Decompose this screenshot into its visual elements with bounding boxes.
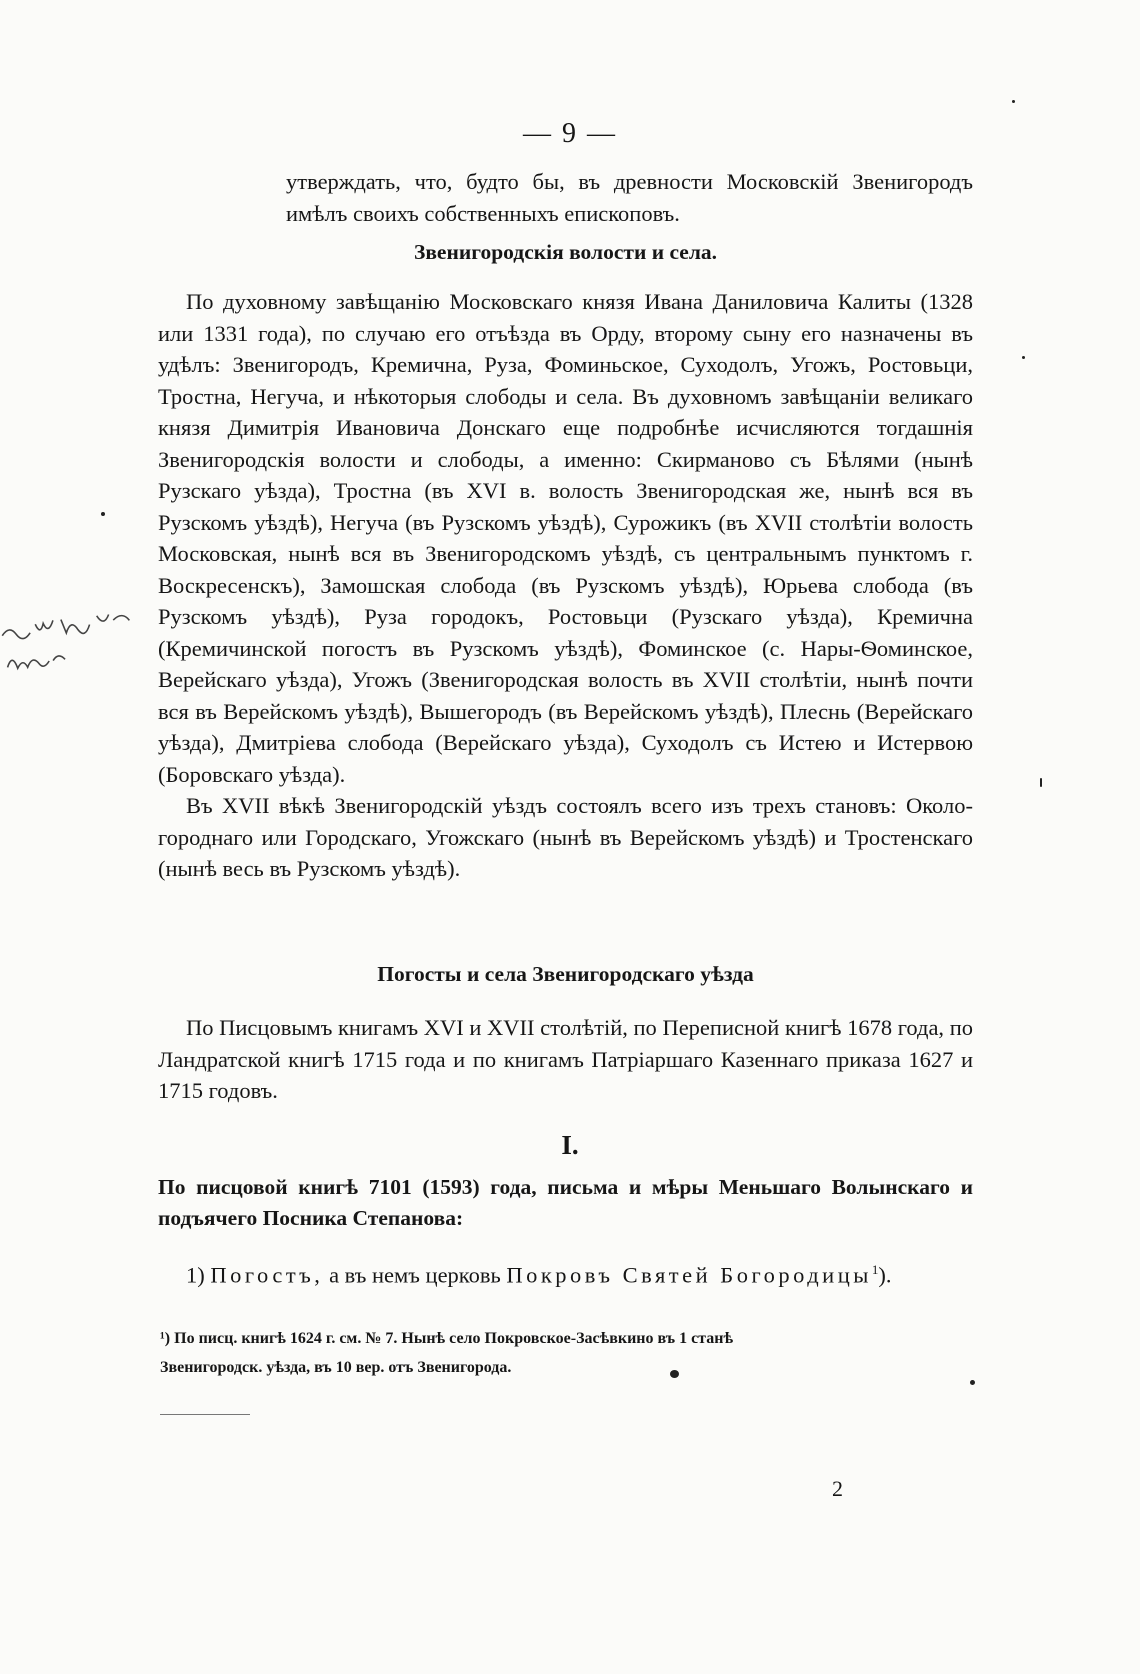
spaced-term-pokrov: Покровъ Святей Богородицы — [506, 1262, 872, 1288]
ink-speck — [970, 1380, 975, 1385]
ink-speck — [101, 512, 105, 516]
list-item-number: 1) — [186, 1262, 211, 1288]
sources-paragraph-block — [158, 1012, 973, 1107]
spaced-term-pogost: Погостъ, — [210, 1262, 324, 1288]
paragraph-testament: По духовному завѣщанiю Московскаго князя Ивана Даниловича Калиты (1328 или 1331 года), по случаю его отъѣзда въ Орду, второму сыну его назначены въ удѣлъ: Звенигородъ, Кремична, Руза, Фоминьское, Суходолъ, Угожъ, Ростовьци, Тростна, Негуча, и нѣкоторыя слободы и села. Въ духовномъ завѣщанiи великаго князя Димитрiя Ивановича Донскаго еще подробнѣе исчисляются тогдашнiя Звенигородскiя волости и слободы, а именно: Скирманово съ Бѣлями (нынѣ Рузскаго уѣзда), Тростна (въ XVI в. волость Звенигородская же, нынѣ вся въ Рузскомъ уѣздѣ), Негуча (въ Рузскомъ уѣздѣ), Сурожикъ (въ XVII столѣтiи волость Московская, нынѣ вся въ Звенигородскомъ уѣздѣ, съ центральнымъ пунктомъ г. Воскресенскъ), Замошская слобода (въ Рузскомъ уѣздѣ), Юрьева слобода (въ Рузскомъ уѣздѣ), Руза городокъ, Ростовьци (Рузскаго уѣзда), Кремична (Кремичинской погостъ въ Рузскомъ уѣздѣ), Фоминское (с. Нары-Ѳоминское, Верейскаго уѣзда), Угожъ (Звенигородская волость въ XVII столѣтiи, нынѣ почти вся въ Верейскомъ уѣздѣ), Вышегородъ (въ Верейскомъ уѣздѣ), Плеснь (Верейскаго уѣзда), Дмитрiева слобода (Верейскаго уѣзда), Суходолъ съ Истею и Истервою (Боровскаго уѣзда). — [158, 289, 973, 787]
handwriting-scribble-icon — [0, 600, 155, 685]
section-heading-3-block — [158, 1172, 973, 1234]
footnote-line-2: Звенигородск. уѣзда, въ 10 вер. отъ Звенигорода. — [160, 1359, 512, 1376]
footnote-divider — [160, 1414, 250, 1415]
section-heading-pistsovaya-kniga: По писцовой книгѣ 7101 (1593) года, письма и мѣры Меньшаго Волынскаго и подъячего Посника Степанова: — [158, 1175, 973, 1230]
section-heading-1-block — [158, 240, 973, 265]
intro-paragraph-block — [158, 166, 973, 229]
section-heading-pogosty: Погосты и села Звенигородскаго уѣзда — [377, 962, 754, 986]
intro-paragraph: утверждать, что, будто бы, въ древности Московскiй Звенигородъ имѣлъ своихъ собственныхъ епископовъ. — [286, 169, 973, 226]
paragraph-sources: По Писцовымъ книгамъ XVI и XVII столѣтiй, по Переписной книгѣ 1678 года, по Ландратской книгѣ 1715 года и по книгамъ Патрiаршаго Казеннаго приказа 1627 и 1715 годовъ. — [158, 1015, 973, 1103]
ink-speck — [1022, 356, 1025, 359]
list-item-text: а въ немъ церковь — [323, 1262, 507, 1288]
footnote-marker: 1 — [871, 1262, 879, 1277]
list-item-pogost — [158, 1254, 973, 1291]
page-number: — 9 — — [523, 118, 617, 149]
list-item-end: ). — [878, 1262, 892, 1288]
footnote-block — [160, 1324, 970, 1382]
paragraph-stany: Въ XVII вѣкѣ Звенигородскiй уѣздъ состоялъ всего изъ трехъ становъ: Окологороднаго или Городскаго, Угожскаго (нынѣ въ Верейскомъ уѣздѣ) и Тростенскаго (нынѣ весь въ Рузскомъ уѣздѣ). — [158, 793, 973, 881]
roman-numeral-heading: I. — [561, 1130, 579, 1160]
signature-mark: 2 — [832, 1476, 843, 1501]
ink-stroke — [1040, 778, 1042, 787]
footnote-line-1: ¹) По писц. книгѣ 1624 г. см. № 7. Нынѣ село Покровское-Засѣвкино въ 1 станѣ — [160, 1330, 734, 1347]
ink-speck — [1012, 100, 1015, 103]
main-paragraph-block — [158, 286, 973, 885]
section-heading-volosti: Звенигородскiя волости и села. — [413, 240, 718, 264]
section-heading-2-block — [158, 962, 973, 987]
ink-blot — [670, 1370, 679, 1378]
list-item-block — [158, 1254, 973, 1291]
handwritten-margin-note — [0, 600, 156, 696]
